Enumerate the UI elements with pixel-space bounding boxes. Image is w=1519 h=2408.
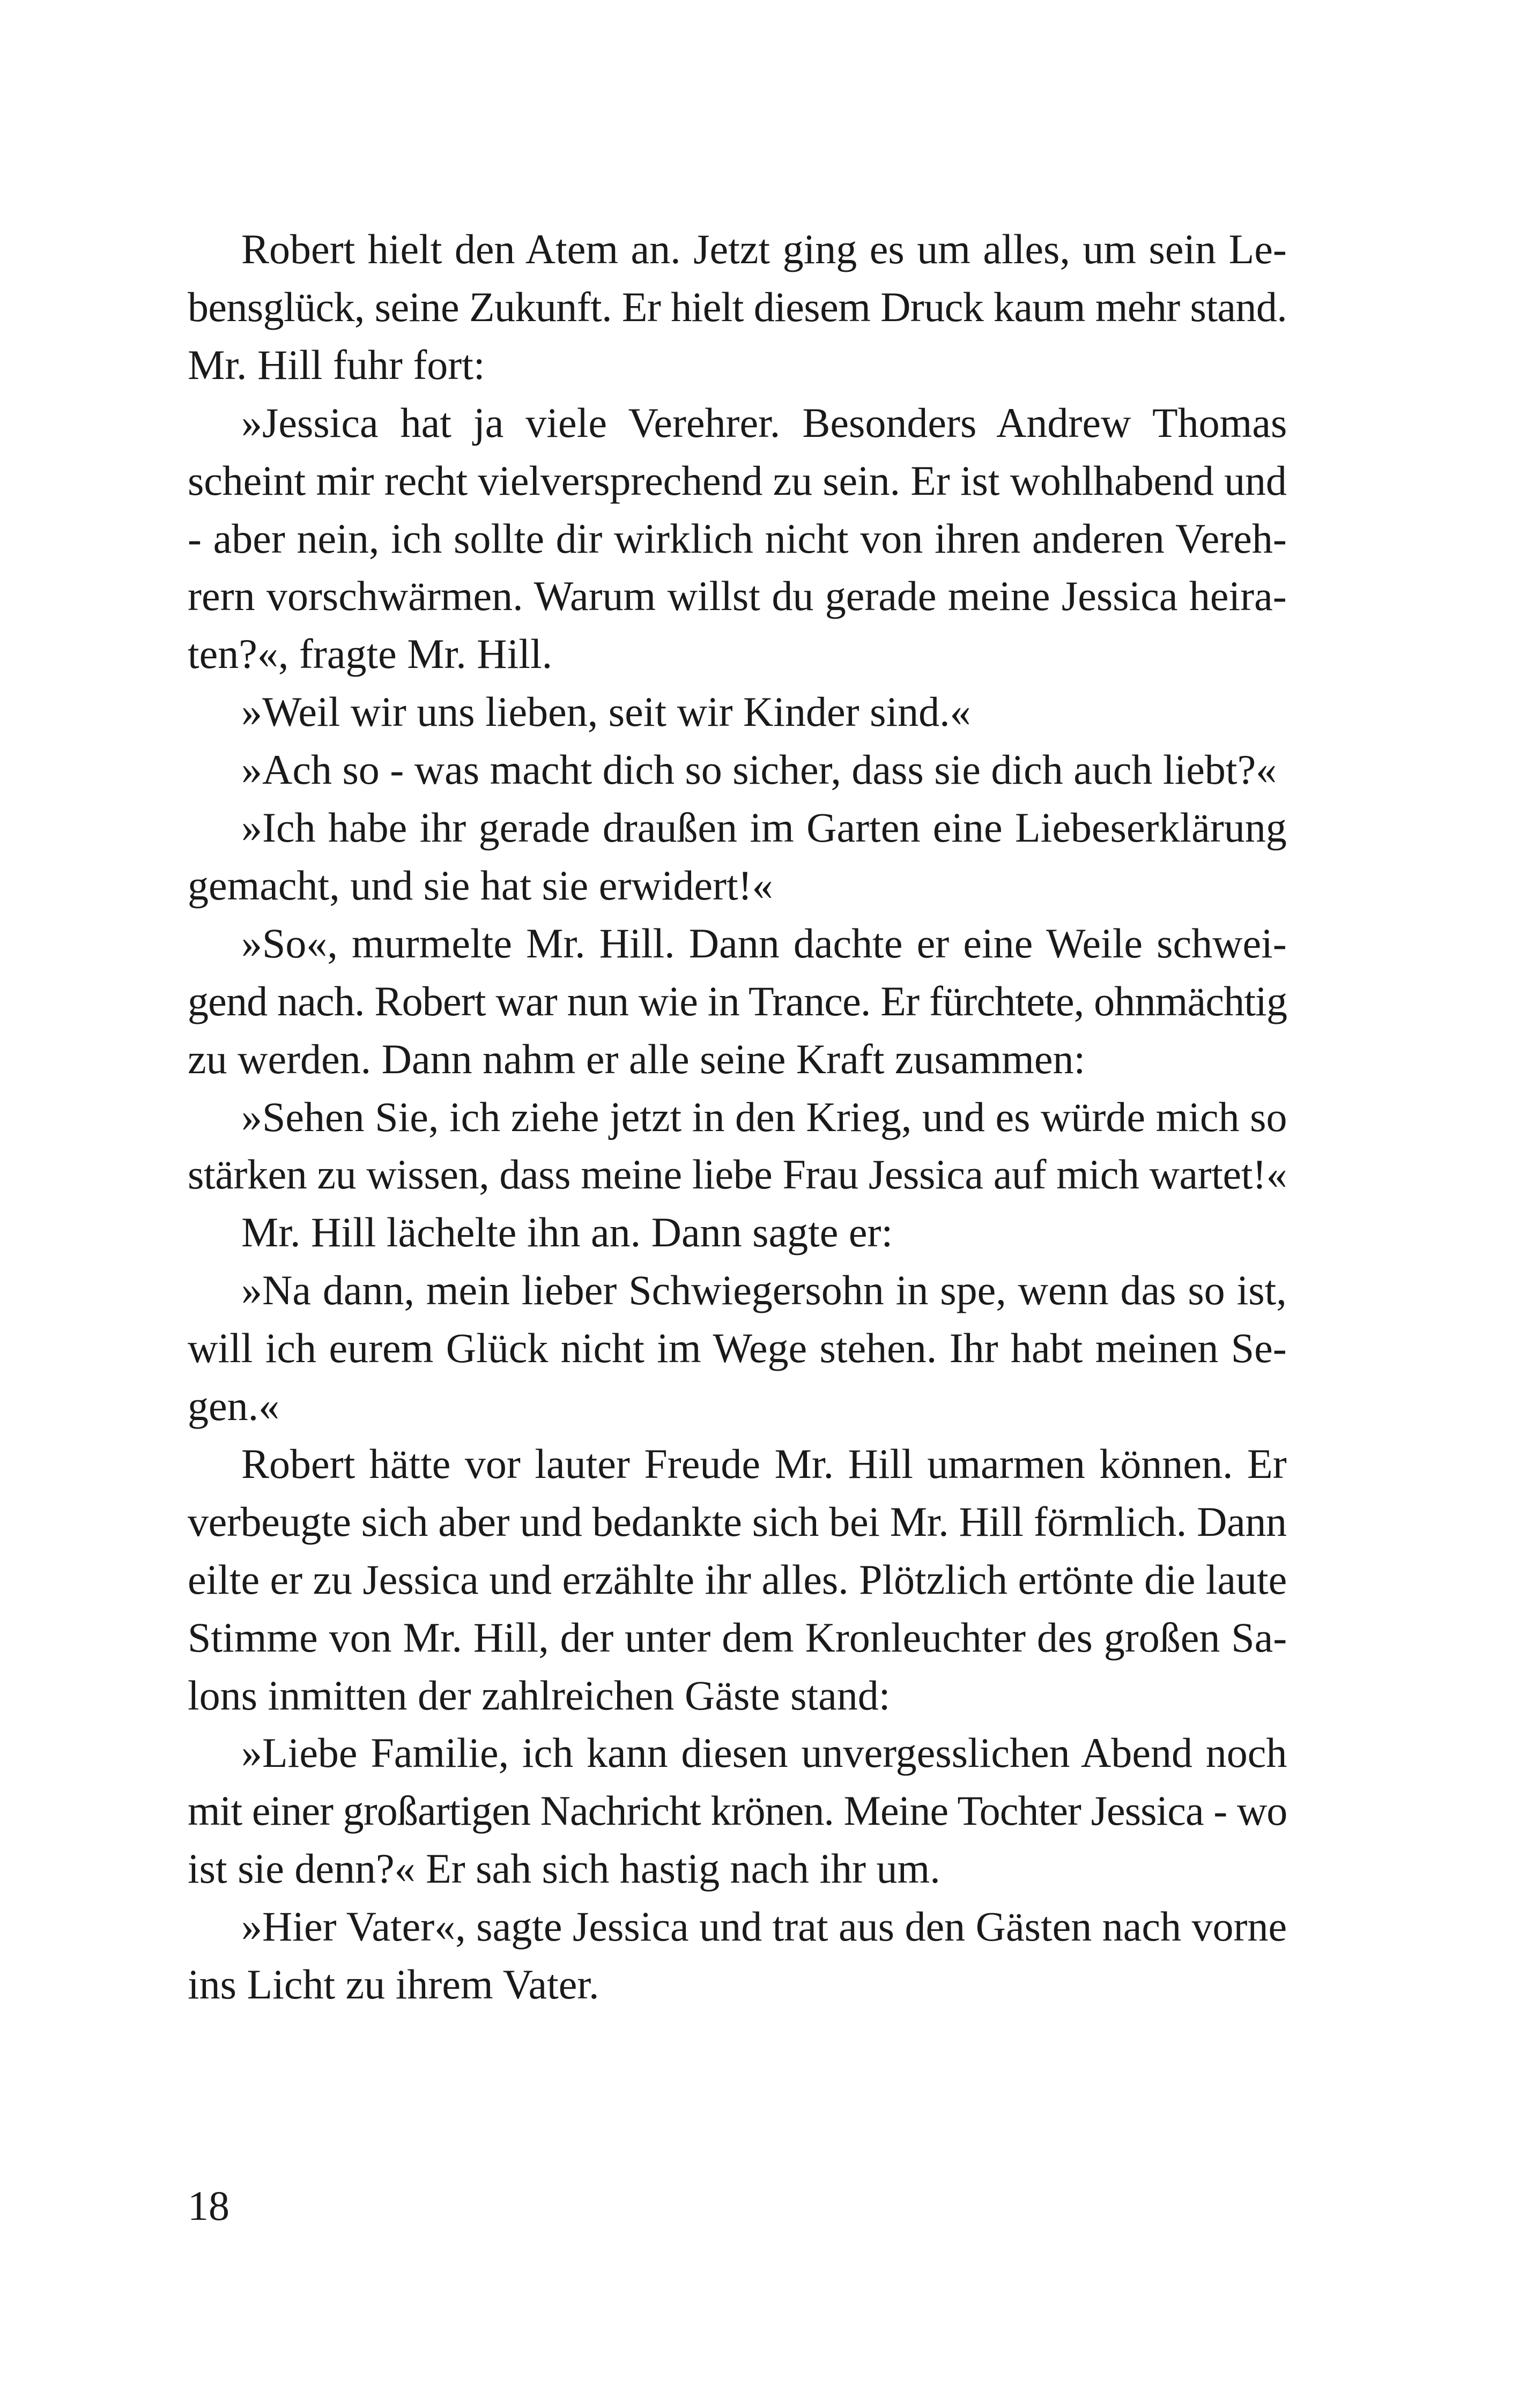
text-line: »Sehen Sie, ich ziehe jetzt in den Krieg, und es würde mich so xyxy=(241,1093,1287,1140)
text-line: scheint mir recht vielversprechend zu sein. Er ist wohlhabend und xyxy=(188,457,1287,504)
text-line: stärken zu wissen, dass meine liebe Frau Jessica auf mich wartet!« xyxy=(188,1151,1287,1198)
text-line: - aber nein, ich sollte dir wirklich nicht von ihren anderen Vereh- xyxy=(188,515,1287,562)
text-line: bensglück, seine Zukunft. Er hielt diesem Druck kaum mehr stand. xyxy=(188,283,1287,330)
text-line: gend nach. Robert war nun wie in Trance. Er fürchtete, ohnmächtig xyxy=(188,977,1287,1024)
text-line: Stimme von Mr. Hill, der unter dem Kronleuchter des großen Sa- xyxy=(188,1614,1287,1661)
text-line: Robert hätte vor lauter Freude Mr. Hill umarmen können. Er xyxy=(241,1440,1287,1487)
text-line: »Hier Vater«, sagte Jessica und trat aus den Gästen nach vorne xyxy=(241,1903,1287,1950)
text-line: gen.« xyxy=(188,1383,280,1429)
text-line: Mr. Hill lächelte ihn an. Dann sagte er: xyxy=(241,1209,893,1256)
text-line: mit einer großartigen Nachricht krönen. Meine Tochter Jessica - wo xyxy=(188,1787,1287,1834)
text-line: »Ich habe ihr gerade draußen im Garten eine Liebeserklärung xyxy=(241,804,1287,851)
text-line: »Na dann, mein lieber Schwiegersohn in spe, wenn das so ist, xyxy=(241,1267,1287,1314)
text-line: »So«, murmelte Mr. Hill. Dann dachte er eine Weile schwei- xyxy=(241,919,1287,967)
text-line: eilte er zu Jessica und erzählte ihr alles. Plötzlich ertönte die laute xyxy=(188,1556,1287,1603)
text-line: will ich eurem Glück nicht im Wege stehen. Ihr habt meinen Se- xyxy=(188,1325,1287,1372)
text-line: zu werden. Dann nahm er alle seine Kraft zusammen: xyxy=(188,1035,1086,1082)
text-line: Mr. Hill fuhr fort: xyxy=(188,341,485,388)
text-line: ist sie denn?« Er sah sich hastig nach ihr um. xyxy=(188,1845,940,1892)
text-line: »Liebe Familie, ich kann diesen unvergesslichen Abend noch xyxy=(241,1729,1287,1777)
text-line: lons inmitten der zahlreichen Gäste stand: xyxy=(188,1671,891,1719)
text-line: verbeugte sich aber und bedankte sich bei Mr. Hill förmlich. Dann xyxy=(188,1498,1287,1545)
text-line: »Weil wir uns lieben, seit wir Kinder sind.« xyxy=(241,688,971,735)
text-line: rern vorschwärmen. Warum willst du gerade meine Jessica heira- xyxy=(188,573,1287,620)
text-line: ten?«, fragte Mr. Hill. xyxy=(188,630,553,678)
text-line: »Ach so - was macht dich so sicher, dass sie dich auch liebt?« xyxy=(241,746,1277,793)
text-line: Robert hielt den Atem an. Jetzt ging es um alles, um sein Le- xyxy=(241,226,1287,272)
text-line: »Jessica hat ja viele Verehrer. Besonders Andrew Thomas xyxy=(241,399,1287,446)
text-line: gemacht, und sie hat sie erwidert!« xyxy=(188,861,773,909)
page-number: 18 xyxy=(188,2182,229,2229)
text-line: ins Licht zu ihrem Vater. xyxy=(188,1961,599,2008)
